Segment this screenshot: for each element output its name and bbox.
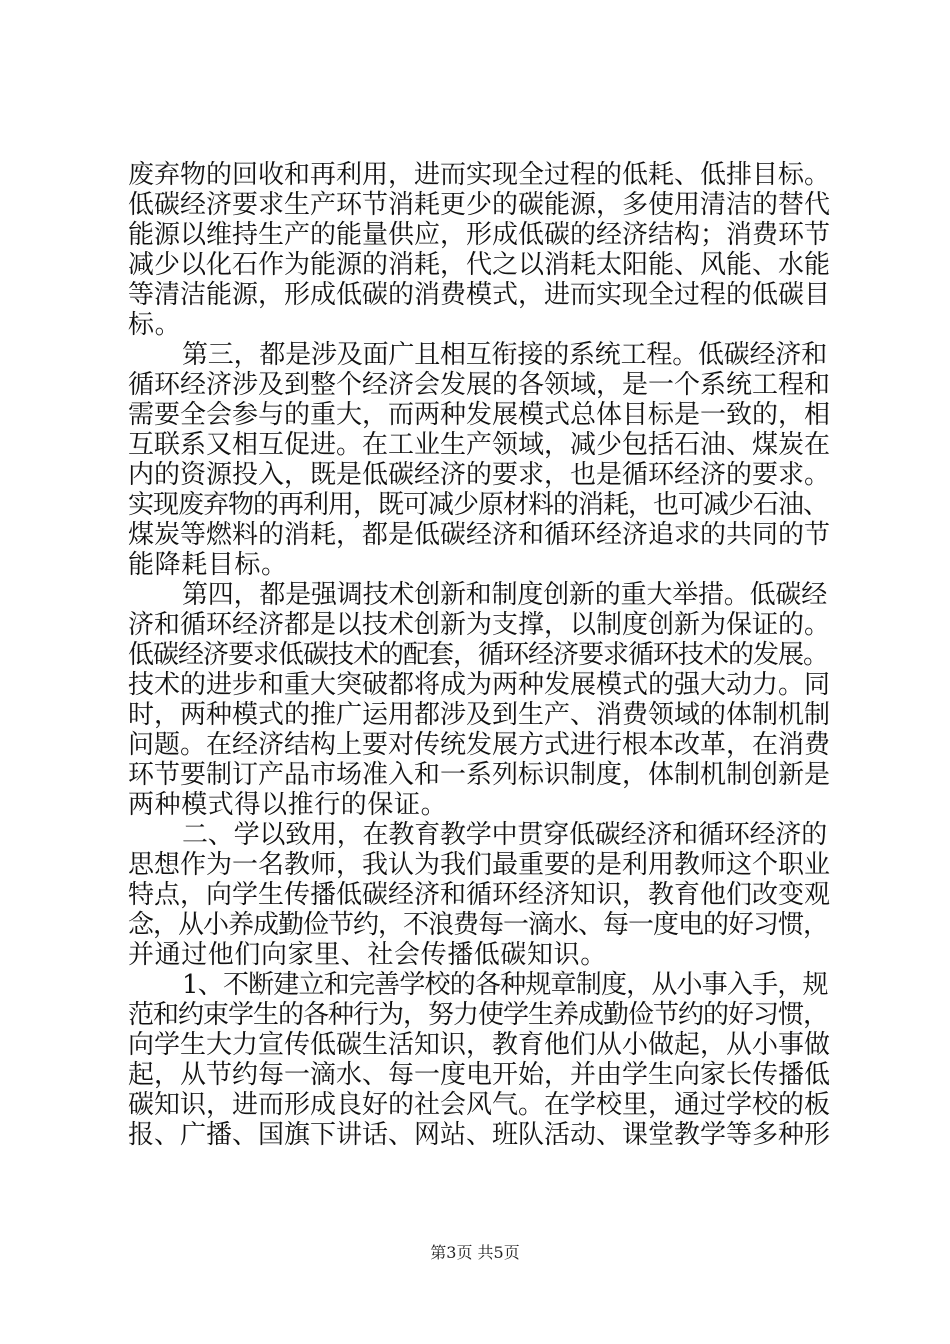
text-line: 报、广播、国旗下讲话、网站、班队活动、课堂教学等多种形 (128, 1120, 831, 1150)
text-line: 技术的进步和重大突破都将成为两种发展模式的强大动力。同 (128, 670, 831, 700)
text-line: 1、不断建立和完善学校的各种规章制度，从小事入手，规 (182, 970, 828, 1000)
text-line: 碳知识，进而形成良好的社会风气。在学校里，通过学校的板 (128, 1090, 831, 1120)
text-line: 时，两种模式的推广运用都涉及到生产、消费领域的体制机制 (128, 700, 831, 730)
text-line: 向学生大力宣传低碳生活知识，教育他们从小做起，从小事做 (128, 1030, 831, 1060)
text-line: 济和循环经济都是以技术创新为支撑，以制度创新为保证的。 (128, 610, 831, 640)
text-line: 低碳经济要求低碳技术的配套，循环经济要求循环技术的发展。 (128, 640, 829, 670)
text-line: 低碳经济要求生产环节消耗更少的碳能源，多使用清洁的替代 (128, 190, 831, 220)
text-line: 标。 (128, 310, 182, 340)
text-line: 二、学以致用，在教育教学中贯穿低碳经济和循环经济的 (182, 820, 828, 850)
text-line: 等清洁能源，形成低碳的消费模式，进而实现全过程的低碳目 (128, 280, 831, 310)
text-line: 废弃物的回收和再利用，进而实现全过程的低耗、低排目标。 (128, 160, 831, 190)
text-line: 念，从小养成勤俭节约，不浪费每一滴水、每一度电的好习惯， (128, 910, 829, 940)
text-line: 第三，都是涉及面广且相互衔接的系统工程。低碳经济和 (182, 340, 828, 370)
text-line: 能源以维持生产的能量供应，形成低碳的经济结构；消费环节 (128, 220, 831, 250)
text-line: 第四，都是强调技术创新和制度创新的重大举措。低碳经 (182, 580, 828, 610)
text-line: 并通过他们向家里、社会传播低碳知识。 (128, 940, 607, 970)
text-line: 减少以化石作为能源的消耗，代之以消耗太阳能、风能、水能 (128, 250, 831, 280)
page-footer: 第3页 共5页 (430, 1243, 520, 1262)
text-line: 思想作为一名教师，我认为我们最重要的是利用教师这个职业 (128, 850, 831, 880)
text-line: 循环经济涉及到整个经济会发展的各领域，是一个系统工程和 (128, 370, 831, 400)
document-body (128, 160, 830, 1150)
text-line: 互联系又相互促进。在工业生产领域，减少包括石油、煤炭在 (128, 430, 831, 460)
text-line: 两种模式得以推行的保证。 (128, 790, 448, 820)
text-line: 环节要制订产品市场准入和一系列标识制度，体制机制创新是 (128, 760, 831, 790)
text-line: 煤炭等燃料的消耗，都是低碳经济和循环经济追求的共同的节 (128, 520, 831, 550)
text-line: 内的资源投入，既是低碳经济的要求，也是循环经济的要求。 (128, 460, 831, 490)
text-line: 范和约束学生的各种行为，努力使学生养成勤俭节约的好习惯， (128, 1000, 829, 1030)
text-line: 实现废弃物的再利用，既可减少原材料的消耗，也可减少石油、 (128, 490, 829, 520)
text-line: 能降耗目标。 (128, 550, 288, 580)
text-line: 问题。在经济结构上要对传统发展方式进行根本改革，在消费 (128, 730, 831, 760)
text-line: 起，从节约每一滴水、每一度电开始，并由学生向家长传播低 (128, 1060, 831, 1090)
text-line: 需要全会参与的重大，而两种发展模式总体目标是一致的，相 (128, 400, 831, 430)
text-line: 特点，向学生传播低碳经济和循环经济知识，教育他们改变观 (128, 880, 831, 910)
